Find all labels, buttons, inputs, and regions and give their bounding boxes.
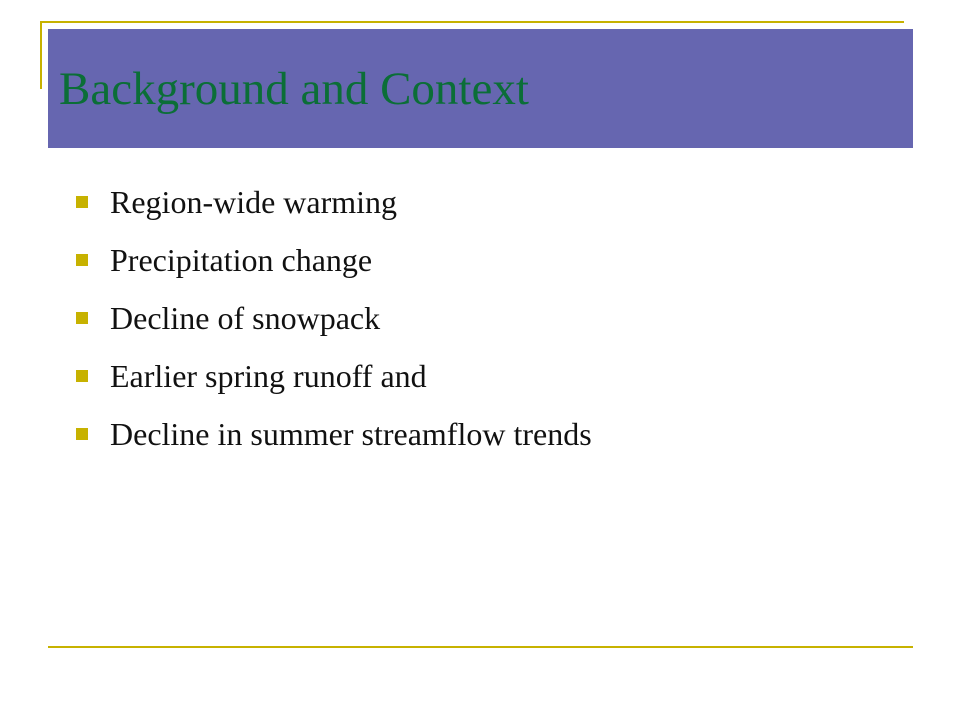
bullet-item <box>76 289 592 347</box>
left-accent-rule <box>40 21 42 89</box>
bullet-list <box>76 173 592 463</box>
bullet-text: Earlier spring runoff and <box>110 358 427 394</box>
square-bullet-icon <box>76 370 88 382</box>
bullet-text: Decline of snowpack <box>110 300 381 336</box>
square-bullet-icon <box>76 254 88 266</box>
bullet-text: Region-wide warming <box>110 184 398 220</box>
bullet-item <box>76 173 592 231</box>
square-bullet-icon <box>76 428 88 440</box>
square-bullet-icon <box>76 196 88 208</box>
bullet-text: Decline in summer streamflow trends <box>110 416 592 452</box>
square-bullet-icon <box>76 312 88 324</box>
slide-title: Background and Context <box>59 63 529 115</box>
bullet-item <box>76 347 592 405</box>
top-accent-rule <box>40 21 904 23</box>
bullet-item <box>76 231 592 289</box>
bottom-accent-rule <box>48 646 913 648</box>
bullet-item <box>76 405 592 463</box>
bullet-text: Precipitation change <box>110 242 373 278</box>
